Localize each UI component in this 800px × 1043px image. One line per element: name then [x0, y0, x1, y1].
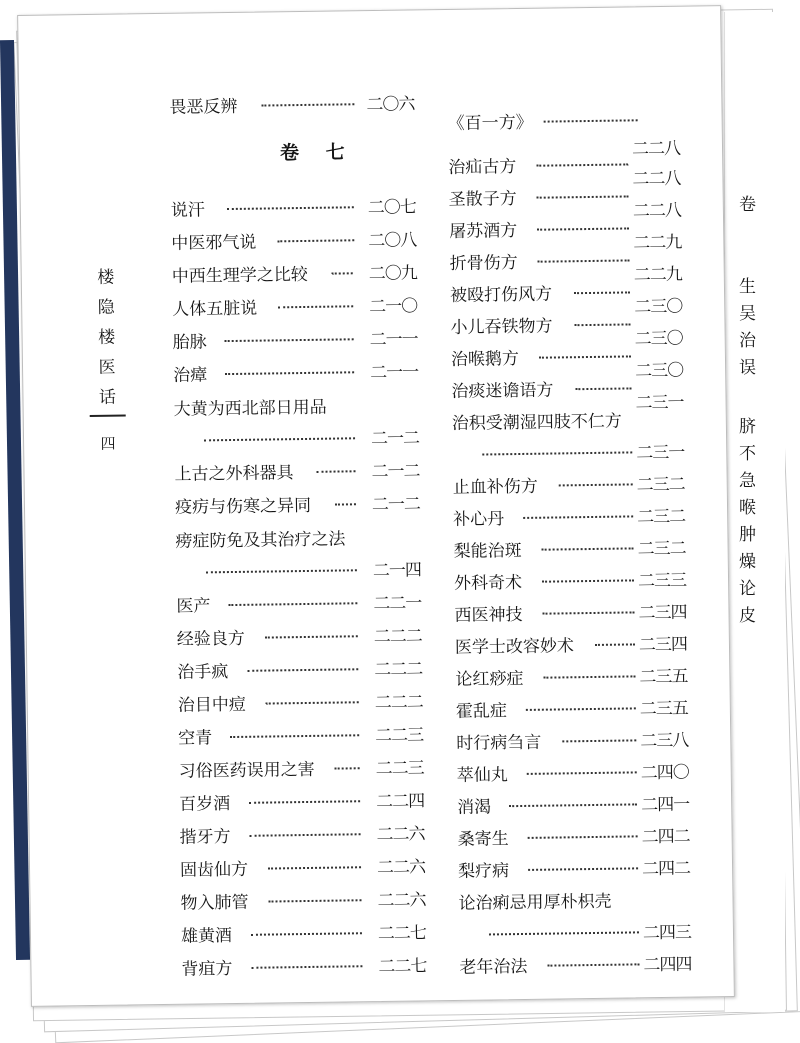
- toc-entry-title: 折骨伤方: [449, 252, 518, 274]
- toc-entry: [458, 891, 692, 952]
- leader-dots: [335, 503, 356, 505]
- toc-entry-page: 二二三: [375, 725, 424, 747]
- toc-entry-page: 二一〇: [369, 296, 418, 318]
- toc-entry-page: 二二六: [376, 857, 426, 879]
- toc-entry-page: 二二一: [373, 593, 422, 615]
- toc-entry: [457, 757, 689, 792]
- toc-entry-title: 雄黄酒: [180, 926, 233, 947]
- toc-entry-page: 二四一: [641, 794, 690, 816]
- toc-entry-title: 大黄为西北部日用品: [173, 397, 327, 420]
- toc-entry-page: 二三〇: [635, 360, 684, 382]
- leader-dots: [277, 239, 354, 242]
- toc-entry-title: 医学士改容妙术: [454, 636, 575, 658]
- leader-dots: [206, 569, 357, 573]
- facing-page-char: 治: [739, 331, 756, 351]
- toc-entry-page: 二三一: [636, 442, 685, 464]
- toc-entry: [448, 149, 681, 190]
- toc-entry-page: 二〇七: [367, 197, 416, 219]
- toc-entry-page: 二四三: [642, 922, 692, 944]
- leader-dots: [489, 931, 639, 935]
- leader-dots: [278, 305, 353, 308]
- toc-entry-title: 论红痧症: [455, 668, 524, 690]
- toc-entry-title: 百岁酒: [179, 794, 231, 815]
- leader-dots: [526, 707, 636, 711]
- toc-entry-title: 畏恶反辨: [169, 96, 238, 118]
- toc-entry-title: 空青: [178, 728, 213, 749]
- leader-dots: [509, 803, 637, 807]
- leader-dots: [542, 547, 634, 550]
- facing-page-char: 卷: [739, 195, 756, 215]
- leader-dots: [543, 675, 635, 678]
- toc-entry-title: 揩牙方: [179, 827, 231, 848]
- toc-entry: [179, 818, 424, 853]
- leader-dots: [204, 437, 355, 441]
- facing-page-char: 论: [739, 579, 756, 599]
- toc-entry: [453, 533, 685, 568]
- facing-page-char: 吴: [739, 304, 756, 324]
- facing-page-char: 皮: [739, 606, 756, 626]
- facing-page-fragment: [724, 12, 785, 1012]
- toc-entry-title: 治瘴: [173, 365, 208, 386]
- leader-dots: [225, 338, 354, 342]
- leader-dots: [538, 259, 630, 262]
- toc-entry-page: 二二六: [377, 890, 426, 912]
- toc-entry-page: 二二九: [633, 264, 682, 286]
- toc-entry-page: 二一四: [372, 560, 422, 582]
- toc-entry-title: 固齿仙方: [179, 859, 249, 881]
- toc-entry-page: 二二七: [378, 956, 427, 978]
- toc-entry: [450, 309, 683, 350]
- toc-entry: [451, 411, 685, 472]
- toc-entry-title: 止血补伤方: [452, 476, 538, 498]
- toc-entry-title: 治积受潮湿四肢不仁方: [451, 411, 622, 434]
- toc-entry-title: 梨疗病: [457, 861, 510, 882]
- toc-entry-page: 二二八: [631, 138, 681, 160]
- side-title-char: 隐: [97, 297, 115, 318]
- toc-entry-page: 二三四: [638, 602, 687, 624]
- toc-entry-page: 二二八: [632, 168, 681, 190]
- toc-entry-page: 二二二: [373, 626, 422, 648]
- facing-page-char: 生: [739, 277, 756, 297]
- toc-entry-title: 霍乱症: [455, 701, 508, 722]
- leader-dots: [251, 932, 362, 936]
- page-number: 四: [100, 434, 116, 453]
- toc-entry: [453, 501, 685, 536]
- toc-entry-title: 屠苏酒方: [449, 221, 518, 242]
- leader-dots: [574, 323, 630, 326]
- toc-entry-title: 医产: [176, 596, 211, 617]
- toc-page: [17, 5, 735, 1007]
- toc-entry-page: 二二六: [376, 824, 425, 846]
- toc-entry: [178, 752, 423, 787]
- toc-entry: [169, 88, 414, 123]
- toc-entry-title: 论治痢忌用厚朴枳壳: [458, 891, 612, 914]
- toc-entry: [177, 620, 422, 655]
- leader-dots: [527, 771, 637, 775]
- toc-entry: [178, 719, 423, 754]
- toc-entry: [451, 373, 684, 414]
- leader-dots: [559, 483, 633, 486]
- side-title-char: 话: [98, 387, 117, 408]
- toc-entry-title: 经验良方: [176, 628, 245, 650]
- side-divider: [90, 414, 126, 417]
- toc-entry-page: 二二三: [375, 758, 424, 780]
- toc-entry-title: 治疝古方: [448, 157, 517, 178]
- toc-entry-page: 二四四: [643, 954, 692, 976]
- toc-entry: [175, 488, 420, 523]
- leader-dots: [228, 602, 357, 606]
- toc-entry: [172, 323, 417, 358]
- leader-dots: [230, 734, 359, 738]
- leader-dots: [265, 635, 358, 638]
- toc-entry: [450, 341, 684, 382]
- toc-entry-title: 治喉鹅方: [450, 348, 520, 370]
- toc-entry-page: 二二四: [375, 791, 425, 813]
- toc-entry: [455, 629, 687, 664]
- leader-dots: [574, 291, 630, 294]
- toc-entry-title: 《百一方》: [447, 112, 533, 134]
- leader-dots: [332, 272, 353, 274]
- facing-page-char: 不: [739, 444, 756, 464]
- leader-dots: [542, 579, 634, 582]
- toc-entry: [449, 245, 682, 286]
- toc-entry: [171, 191, 416, 226]
- side-title-char: 楼: [97, 327, 116, 348]
- leader-dots: [562, 739, 636, 742]
- toc-entry-page: 二一二: [371, 461, 420, 483]
- toc-entry: [457, 821, 689, 856]
- toc-entry-title: 老年治法: [459, 956, 528, 978]
- toc-entry: [449, 277, 683, 318]
- toc-entry: [453, 469, 685, 504]
- toc-entry-page: 二三一: [635, 392, 684, 414]
- toc-entry-title: 外科奇术: [453, 572, 523, 594]
- toc-entry-title: 背疽方: [181, 959, 233, 980]
- toc-entry-page: 二四〇: [640, 762, 689, 784]
- toc-entry-page: 二四二: [641, 858, 691, 880]
- toc-entry-page: 二二八: [632, 200, 682, 222]
- toc-entry-page: 二三四: [638, 634, 688, 656]
- toc-entry: [172, 257, 417, 292]
- facing-page-char: 急: [739, 471, 756, 491]
- toc-entry-page: 二三五: [639, 698, 688, 720]
- toc-entry: [178, 686, 423, 721]
- leader-dots: [482, 451, 632, 455]
- toc-entry-page: 二二九: [633, 232, 682, 254]
- leader-dots: [335, 767, 360, 769]
- toc-entry-title: 萃仙丸: [456, 765, 508, 786]
- toc-entry-page: 二三三: [637, 570, 687, 592]
- toc-entry-page: 二四二: [641, 826, 690, 848]
- leader-dots: [547, 963, 639, 966]
- toc-entry-title: 西医神技: [454, 604, 523, 626]
- toc-entry-title: 物入肺管: [180, 892, 249, 914]
- toc-entry-page: 二〇六: [366, 94, 415, 116]
- toc-entry-title: 痨症防免及其治疗之法: [175, 529, 346, 552]
- toc-entry: [171, 224, 416, 259]
- toc-entry-page: 二二二: [374, 659, 423, 681]
- toc-entry-title: 消渴: [457, 797, 492, 818]
- facing-page-char: 误: [739, 358, 756, 378]
- toc-entry-title: 圣散子方: [448, 189, 517, 210]
- leader-dots: [268, 899, 361, 902]
- facing-page-char: 肿: [739, 525, 756, 545]
- toc-entry-page: 二三二: [637, 506, 686, 528]
- toc-left-column: [169, 88, 427, 980]
- toc-entry-title: 时行病刍言: [456, 732, 542, 754]
- toc-right-column: [447, 85, 692, 978]
- toc-entry: [454, 565, 686, 600]
- toc-entry-page: 二二二: [374, 692, 423, 714]
- toc-entry-page: 二三二: [636, 474, 685, 496]
- toc-entry: [448, 181, 682, 222]
- toc-entry: [176, 587, 421, 622]
- leader-dots: [261, 103, 354, 106]
- facing-page-char: 脐: [739, 417, 756, 437]
- toc-entry-page: 二三〇: [634, 328, 683, 350]
- toc-entry-title: 上古之外科器具: [174, 463, 294, 485]
- leader-dots: [266, 701, 359, 704]
- toc-entry-title: 治痰迷谵语方: [451, 380, 554, 402]
- toc-entry-title: 中西生理学之比较: [171, 264, 308, 287]
- toc-entry-title: 桑寄生: [457, 829, 509, 850]
- toc-entry-title: 治手疯: [177, 662, 229, 683]
- leader-dots: [523, 515, 633, 519]
- toc-entry-title: 说汗: [170, 200, 205, 221]
- toc-entry: [456, 693, 688, 728]
- leader-dots: [250, 833, 361, 837]
- toc-entry: [180, 851, 425, 886]
- leader-dots: [543, 611, 635, 614]
- toc-entry: [457, 789, 689, 824]
- facing-page-char: 燥: [739, 552, 756, 572]
- leader-dots: [536, 163, 628, 166]
- side-title-char: 医: [98, 357, 116, 378]
- leader-dots: [537, 227, 629, 230]
- toc-entry-title: 疫疠与伤寒之异同: [174, 495, 312, 518]
- toc-entry: [175, 529, 422, 589]
- toc-entry: [456, 725, 688, 760]
- toc-entry-page: 二〇八: [368, 230, 417, 252]
- toc-entry-page: 二一一: [370, 362, 419, 384]
- toc-entry: [458, 853, 690, 888]
- toc-entry: [181, 950, 426, 985]
- toc-entry-page: 二三〇: [634, 296, 683, 318]
- leader-dots: [539, 355, 631, 358]
- toc-entry-page: 二一一: [369, 329, 418, 351]
- book-side-title: [94, 263, 120, 413]
- toc-entry-page: 二一二: [370, 428, 420, 450]
- leader-dots: [595, 643, 635, 646]
- toc-entry: [181, 917, 426, 952]
- leader-dots: [249, 800, 360, 804]
- toc-entry-title: 人体五脏说: [172, 298, 258, 320]
- toc-entry: [177, 653, 422, 688]
- toc-entry-title: 被殴打伤风方: [449, 284, 553, 306]
- toc-entry: [172, 290, 417, 325]
- leader-dots: [251, 965, 362, 969]
- leader-dots: [317, 470, 356, 473]
- toc-entry: [180, 884, 425, 919]
- leader-dots: [544, 119, 638, 122]
- leader-dots: [528, 867, 638, 871]
- toc-entry: [174, 455, 419, 490]
- toc-entry-page: 二三五: [639, 666, 688, 688]
- toc-entry: [449, 213, 682, 254]
- toc-entry-title: 胎脉: [172, 332, 207, 353]
- toc-entry-page: 二〇九: [368, 263, 417, 285]
- chapter-heading: 卷 七: [279, 141, 355, 165]
- toc-entry-page: 二一二: [371, 494, 421, 516]
- toc-entry-title: 补心丹: [453, 509, 505, 530]
- leader-dots: [537, 195, 629, 198]
- toc-entry-page: 二二七: [377, 923, 427, 945]
- toc-entry-title: 习俗医药误用之害: [178, 759, 315, 782]
- leader-dots: [227, 206, 354, 210]
- toc-entry-title: 治目中痘: [177, 694, 246, 716]
- toc-entry: [173, 397, 420, 457]
- toc-entry: [454, 597, 686, 632]
- facing-page-char: 喉: [739, 498, 756, 518]
- leader-dots: [575, 387, 631, 390]
- toc-entry-title: 梨能治斑: [453, 540, 522, 562]
- toc-entry: [459, 949, 691, 984]
- leader-dots: [247, 668, 358, 672]
- toc-entry-page: 二三二: [637, 538, 686, 560]
- leader-dots: [225, 371, 354, 375]
- toc-entry: [455, 661, 687, 696]
- leader-dots: [268, 866, 361, 869]
- side-title-char: 楼: [97, 267, 115, 288]
- toc-entry: [173, 356, 418, 391]
- toc-entry-title: 小儿吞铁物方: [450, 316, 553, 338]
- toc-entry-page: 二三八: [640, 730, 689, 752]
- leader-dots: [528, 835, 638, 839]
- toc-entry: [179, 785, 424, 820]
- toc-entry-title: 中医邪气说: [171, 232, 257, 254]
